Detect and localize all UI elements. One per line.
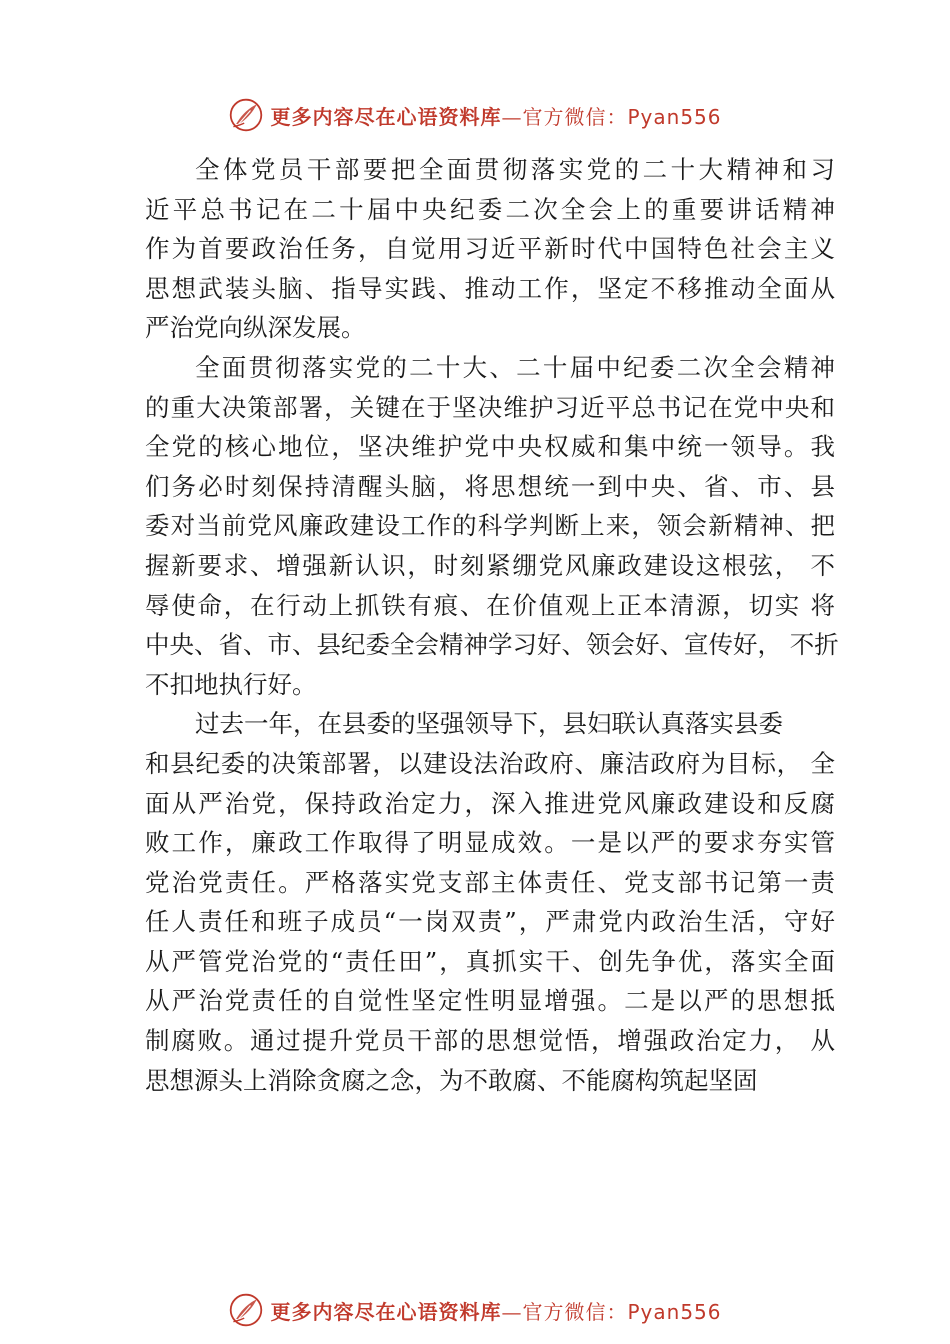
watermark-separator: — <box>501 1299 523 1324</box>
text-line: 握新要求、增强新认识，时刻紧绷党风廉政建设这根弦， 不 <box>145 550 835 580</box>
text-line: 从严治党责任的自觉性坚定性明显增强。二是以严的思想抵 <box>145 986 835 1016</box>
text-line: 思想源头上消除贪腐之念，为不敢腐、不能腐构筑起坚固 <box>145 1065 758 1095</box>
feather-quill-logo-icon <box>228 97 264 133</box>
text-line: 败工作，廉政工作取得了明显成效。一是以严的要求夯实管 <box>145 828 835 858</box>
feather-quill-logo-icon <box>228 1292 264 1328</box>
text-line: 严治党向纵深发展。 <box>145 313 366 343</box>
text-line: 思想武装头脑、指导实践、推动工作，坚定不移推动全面从 <box>145 273 835 303</box>
text-line: 全面贯彻落实党的二十大、二十届中纪委二次全会精神 <box>195 352 835 382</box>
footer-watermark <box>0 1290 950 1330</box>
text-line: 们务必时刻保持清醒头脑，将思想统一到中央、省、市、县 <box>145 471 835 501</box>
watermark-separator: — <box>501 104 523 129</box>
text-line: 全体党员干部要把全面贯彻落实党的二十大精神和习 <box>195 155 835 184</box>
watermark-text <box>270 101 721 130</box>
text-line: 任人责任和班子成员“一岗双责”，严肃党内政治生活，守好 <box>145 907 835 937</box>
document-body <box>145 150 839 1100</box>
text-line: 从严管党治党的“责任田”，真抓实干、创先争优，落实全面 <box>145 946 835 976</box>
text-line: 全党的核心地位，坚决维护党中央权威和集中统一领导。我 <box>145 432 835 462</box>
watermark-label: 官方微信： <box>522 1299 628 1324</box>
text-line: 过去一年，在县委的坚强领导下，县妇联认真落实县委 <box>195 709 783 739</box>
text-line: 面从严治党，保持政治定力，深入推进党风廉政建设和反腐 <box>145 788 835 818</box>
watermark-main: 更多内容尽在心语资料库 <box>270 1299 502 1324</box>
watermark-text <box>270 1296 721 1325</box>
text-line: 的重大决策部署，关键在于坚决维护习近平总书记在党中央和 <box>145 392 835 422</box>
text-line: 作为首要政治任务，自觉用习近平新时代中国特色社会主义 <box>145 234 835 264</box>
text-line: 制腐败。通过提升党员干部的思想觉悟，增强政治定力， 从 <box>145 1026 835 1056</box>
paragraph-2 <box>145 348 839 704</box>
text-line: 党治党责任。严格落实党支部主体责任、党支部书记第一责 <box>145 867 835 897</box>
text-line: 中央、省、市、县纪委全会精神学习好、领会好、宣传好， 不折 <box>145 630 839 660</box>
text-line: 辱使命，在行动上抓铁有痕、在价值观上正本清源，切实 将 <box>145 590 835 620</box>
paragraph-3 <box>145 704 835 1100</box>
text-line: 委对当前党风廉政建设工作的科学判断上来，领会新精神、把 <box>145 511 835 541</box>
watermark-main: 更多内容尽在心语资料库 <box>270 104 502 129</box>
text-line: 不扣地执行好。 <box>145 669 317 699</box>
watermark-handle: Pyan556 <box>627 1299 722 1324</box>
text-line: 近平总书记在二十届中央纪委二次全会上的重要讲话精神 <box>145 194 835 224</box>
paragraph-1 <box>145 150 835 348</box>
header-watermark <box>0 95 950 135</box>
text-line: 和县纪委的决策部署，以建设法治政府、廉洁政府为目标， 全 <box>145 748 835 778</box>
watermark-label: 官方微信： <box>522 104 628 129</box>
watermark-handle: Pyan556 <box>627 104 722 129</box>
